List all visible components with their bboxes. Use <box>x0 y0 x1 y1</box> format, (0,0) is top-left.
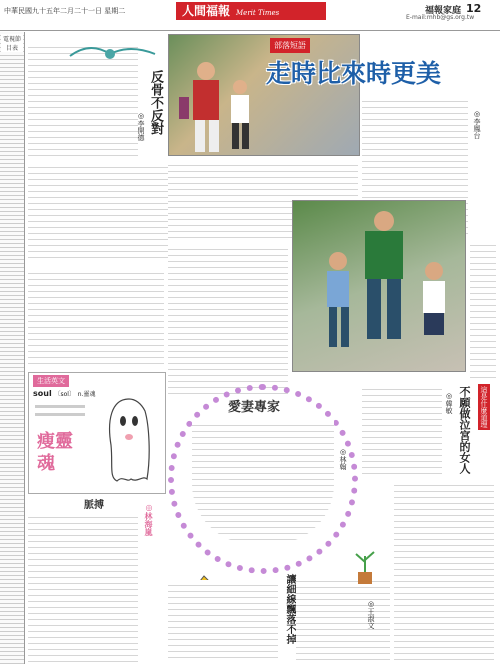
upper-left-title: 反骨不反對 <box>148 70 163 135</box>
masthead: 人間福報 Merit Times <box>176 2 326 20</box>
main-author: ◎李鳳台 <box>473 110 481 139</box>
family-photo-top <box>168 34 360 156</box>
column-badge: 部落短語 <box>270 38 310 53</box>
page-number: 12 <box>466 2 482 15</box>
main-text-col-4 <box>28 268 164 368</box>
right-edge-text <box>470 240 496 380</box>
ghost-illustration <box>101 395 157 487</box>
main-text-col-3 <box>168 244 288 394</box>
tv-listings-strip <box>0 32 25 664</box>
mourning-text-1 <box>168 580 278 660</box>
mourning-title: 讓細線飄落不掉 <box>284 574 295 644</box>
plant-illustration <box>344 548 384 588</box>
father-daughters-figures <box>293 201 465 371</box>
right-article-author: ◎韓敏 <box>445 392 453 414</box>
section-name: 福報家庭 <box>425 6 462 16</box>
pulse-text <box>28 512 138 662</box>
vocab-header: 生活英文 <box>33 375 69 387</box>
bird-illustration <box>60 36 170 66</box>
right-article-title: 不願做泣宮的女人 <box>458 386 471 474</box>
pulse-author: ◎林海嵐 <box>144 502 154 536</box>
upper-left-text-2 <box>28 162 168 262</box>
mourning-author: ◎王淑文 <box>367 600 375 629</box>
main-title: 走時比來時更美 <box>266 59 442 88</box>
upper-left-author: ◎李開德 <box>137 112 145 141</box>
tv-listings-label: 電視節目表 <box>2 36 21 52</box>
vocab-line <box>35 405 85 408</box>
love-title: 愛妻專家 <box>228 400 281 415</box>
walking-family-figures <box>169 35 359 155</box>
love-author: ◎林翰 <box>339 448 347 470</box>
pulse-title: 脈搏 <box>84 500 104 511</box>
date-line: 中華民國九十五年二月二十一日 星期二 <box>4 7 126 15</box>
vocab-term-line: soul 〔sol〕 n.靈魂 <box>33 389 96 398</box>
right-article-text-1 <box>362 384 442 474</box>
vocab-box <box>28 372 166 494</box>
family-photo-bottom <box>292 200 466 372</box>
vocab-title: 瘦靈魂 <box>37 431 73 474</box>
love-text <box>192 420 334 544</box>
page-header <box>0 0 500 31</box>
email-address: E-mail:mhb@gs.org.tw <box>406 14 475 21</box>
right-article-label: 這是什麼道理 <box>480 386 488 428</box>
vocab-line <box>35 413 85 416</box>
right-article-text-2 <box>394 480 494 660</box>
